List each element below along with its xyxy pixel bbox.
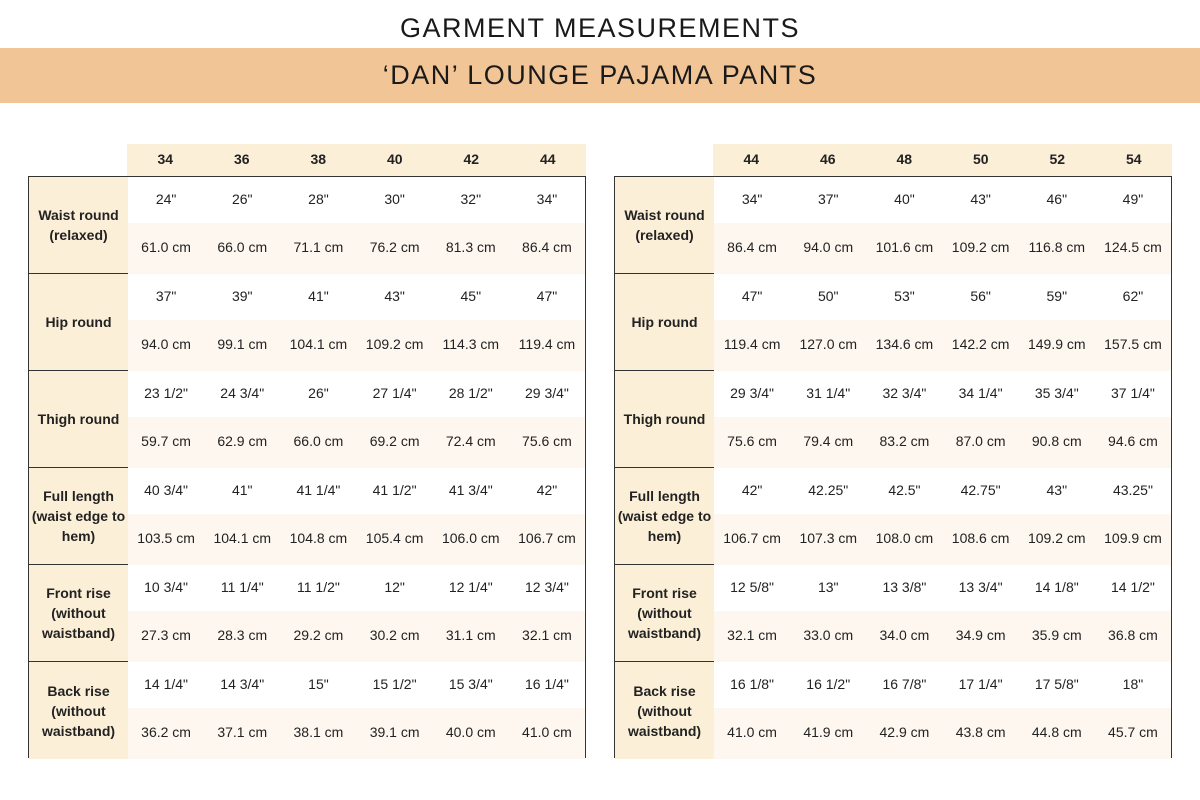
cm-value-cell: 59.7 cm (141, 433, 191, 449)
cm-value-cell: 119.4 cm (518, 336, 576, 352)
inch-value-cell: 13" (817, 579, 839, 595)
inch-value-cell: 49" (1122, 191, 1144, 207)
inch-value-cell: 26" (231, 191, 253, 207)
inch-value-cell: 50" (817, 288, 839, 304)
inch-values-row (128, 565, 585, 611)
cm-value-cell: 35.9 cm (1031, 627, 1082, 643)
cm-value-cell: 43.8 cm (955, 724, 1006, 740)
cm-value-cell: 42.9 cm (879, 724, 930, 740)
cm-value-cell: 103.5 cm (137, 530, 195, 546)
cm-value-cell: 79.4 cm (803, 433, 854, 449)
inch-value-cell: 12" (384, 579, 405, 595)
inch-value-cell: 15" (308, 676, 329, 692)
measurement-label: Full length (waist edge to hem) (29, 468, 128, 564)
inch-value-cell: 28 1/2" (448, 385, 493, 401)
cm-value-cell: 29.2 cm (293, 627, 344, 643)
inch-value-cell: 29 3/4" (524, 385, 569, 401)
inch-value-cell: 17 5/8" (1034, 676, 1079, 692)
cm-values-row (714, 417, 1171, 468)
cm-value-cell: 69.2 cm (369, 433, 420, 449)
cm-value-cell: 134.6 cm (875, 336, 934, 352)
measurement-label: Thigh round (29, 371, 128, 467)
measurement-row (615, 177, 1171, 274)
measurement-label: Front rise (without waistband) (615, 565, 714, 661)
cm-value-cell: 101.6 cm (875, 239, 934, 255)
cm-values-row (128, 417, 585, 468)
cm-value-cell: 109.2 cm (1027, 530, 1086, 546)
inch-values-row (714, 565, 1171, 611)
inch-value-cell: 39" (231, 288, 253, 304)
measurement-row (29, 468, 585, 565)
inch-values-row (714, 371, 1171, 417)
inch-value-cell: 41 1/4" (296, 482, 341, 498)
cm-value-cell: 71.1 cm (293, 239, 344, 255)
cm-value-cell: 40.0 cm (445, 724, 496, 740)
inch-value-cell: 12 3/4" (524, 579, 569, 595)
cm-value-cell: 108.0 cm (875, 530, 934, 546)
size-header-cell: 54 (1125, 151, 1142, 167)
cm-value-cell: 90.8 cm (1031, 433, 1082, 449)
cm-value-cell: 81.3 cm (445, 239, 496, 255)
cm-value-cell: 86.4 cm (522, 239, 572, 255)
inch-value-cell: 18" (1122, 676, 1144, 692)
cm-value-cell: 44.8 cm (1031, 724, 1082, 740)
inch-values-row (714, 177, 1171, 223)
cm-value-cell: 127.0 cm (799, 336, 858, 352)
cm-value-cell: 104.8 cm (289, 530, 348, 546)
page-title: GARMENT MEASUREMENTS (399, 13, 801, 43)
cm-value-cell: 105.4 cm (365, 530, 424, 546)
inch-values-row (128, 177, 585, 223)
cm-value-cell: 45.7 cm (1108, 724, 1158, 740)
inch-value-cell: 59" (1046, 288, 1068, 304)
inch-value-cell: 47" (741, 288, 763, 304)
measurement-row (29, 662, 585, 759)
size-header-cell: 50 (972, 151, 989, 167)
inch-value-cell: 30" (384, 191, 405, 207)
cm-values-row (128, 708, 585, 759)
measurement-row (615, 662, 1171, 759)
inch-value-cell: 15 3/4" (448, 676, 493, 692)
inch-value-cell: 16 7/8" (882, 676, 927, 692)
measurement-label: Back rise (without waistband) (615, 662, 714, 759)
cm-value-cell: 99.1 cm (217, 336, 268, 352)
measurement-row (29, 274, 585, 371)
measurement-label: Waist round (relaxed) (615, 177, 714, 273)
cm-values-row (128, 223, 585, 274)
measurement-label: Hip round (29, 274, 128, 370)
cm-value-cell: 109.2 cm (951, 239, 1010, 255)
cm-value-cell: 36.2 cm (141, 724, 191, 740)
inch-value-cell: 24 3/4" (220, 385, 265, 401)
size-header-cell: 40 (386, 151, 403, 167)
cm-value-cell: 61.0 cm (141, 239, 191, 255)
inch-value-cell: 14 1/2" (1110, 579, 1155, 595)
inch-value-cell: 42" (741, 482, 763, 498)
cm-value-cell: 27.3 cm (141, 627, 191, 643)
inch-value-cell: 37" (155, 288, 177, 304)
cm-value-cell: 104.1 cm (289, 336, 348, 352)
cm-value-cell: 94.0 cm (141, 336, 191, 352)
cm-values-row (128, 514, 585, 565)
inch-value-cell: 28" (308, 191, 329, 207)
inch-value-cell: 14 3/4" (220, 676, 265, 692)
cm-value-cell: 104.1 cm (213, 530, 272, 546)
inch-value-cell: 24" (155, 191, 177, 207)
inch-value-cell: 12 5/8" (730, 579, 775, 595)
cm-value-cell: 109.9 cm (1104, 530, 1162, 546)
measurement-label: Thigh round (615, 371, 714, 467)
cm-value-cell: 41.9 cm (803, 724, 854, 740)
inch-value-cell: 32" (460, 191, 482, 207)
cm-value-cell: 32.1 cm (727, 627, 777, 643)
cm-value-cell: 142.2 cm (951, 336, 1010, 352)
inch-value-cell: 41 3/4" (448, 482, 493, 498)
measurement-label: Waist round (relaxed) (29, 177, 128, 273)
size-header-cell: 46 (819, 151, 836, 167)
cm-value-cell: 41.0 cm (727, 724, 777, 740)
measurement-row (615, 371, 1171, 468)
inch-value-cell: 34" (741, 191, 763, 207)
inch-value-cell: 41" (231, 482, 253, 498)
cm-values-row (714, 514, 1171, 565)
cm-value-cell: 37.1 cm (217, 724, 268, 740)
cm-value-cell: 66.0 cm (293, 433, 344, 449)
cm-value-cell: 34.9 cm (955, 627, 1006, 643)
measurement-label: Full length (waist edge to hem) (615, 468, 714, 564)
cm-value-cell: 94.6 cm (1108, 433, 1158, 449)
cm-value-cell: 41.0 cm (522, 724, 572, 740)
cm-values-row (128, 611, 585, 662)
inch-values-row (714, 468, 1171, 514)
cm-value-cell: 33.0 cm (803, 627, 854, 643)
inch-value-cell: 40" (894, 191, 915, 207)
measurement-row (29, 565, 585, 662)
cm-values-row (714, 611, 1171, 662)
cm-value-cell: 39.1 cm (369, 724, 420, 740)
cm-values-row (714, 223, 1171, 274)
inch-value-cell: 37 1/4" (1110, 385, 1155, 401)
cm-value-cell: 157.5 cm (1104, 336, 1162, 352)
cm-value-cell: 114.3 cm (442, 336, 500, 352)
inch-value-cell: 16 1/4" (524, 676, 569, 692)
cm-value-cell: 94.0 cm (803, 239, 854, 255)
inch-value-cell: 45" (460, 288, 482, 304)
size-header-row (127, 144, 586, 176)
inch-value-cell: 23 1/2" (144, 385, 189, 401)
inch-value-cell: 31 1/4" (806, 385, 851, 401)
cm-values-row (128, 320, 585, 371)
cm-value-cell: 116.8 cm (1028, 239, 1086, 255)
cm-value-cell: 106.7 cm (723, 530, 781, 546)
inch-value-cell: 42.5" (888, 482, 921, 498)
inch-values-row (714, 274, 1171, 320)
size-header-cell: 38 (310, 151, 327, 167)
inch-value-cell: 62" (1122, 288, 1144, 304)
inch-value-cell: 41 1/2" (372, 482, 417, 498)
cm-value-cell: 108.6 cm (951, 530, 1010, 546)
inch-value-cell: 11 1/4" (220, 579, 264, 595)
inch-value-cell: 16 1/2" (806, 676, 851, 692)
cm-value-cell: 75.6 cm (727, 433, 777, 449)
inch-value-cell: 14 1/4" (144, 676, 189, 692)
measurement-grid (614, 176, 1172, 758)
inch-value-cell: 42" (536, 482, 558, 498)
inch-value-cell: 35 3/4" (1034, 385, 1079, 401)
size-header-cell: 48 (896, 151, 913, 167)
measurement-row (29, 371, 585, 468)
inch-value-cell: 27 1/4" (372, 385, 417, 401)
measurement-label: Front rise (without waistband) (29, 565, 128, 661)
inch-value-cell: 17 1/4" (958, 676, 1003, 692)
size-header-cell: 52 (1049, 151, 1066, 167)
measurement-grid (28, 176, 586, 758)
inch-value-cell: 46" (1046, 191, 1068, 207)
measurement-label: Back rise (without waistband) (29, 662, 128, 759)
inch-value-cell: 37" (817, 191, 839, 207)
inch-value-cell: 34" (536, 191, 558, 207)
cm-value-cell: 86.4 cm (727, 239, 777, 255)
cm-value-cell: 106.7 cm (518, 530, 576, 546)
inch-values-row (128, 371, 585, 417)
inch-value-cell: 56" (970, 288, 991, 304)
size-header-cell: 34 (157, 151, 174, 167)
cm-values-row (714, 320, 1171, 371)
inch-value-cell: 14 1/8" (1034, 579, 1079, 595)
inch-value-cell: 16 1/8" (730, 676, 775, 692)
cm-value-cell: 109.2 cm (365, 336, 424, 352)
inch-value-cell: 43.25" (1112, 482, 1153, 498)
cm-values-row (714, 708, 1171, 759)
cm-value-cell: 30.2 cm (369, 627, 420, 643)
cm-value-cell: 31.1 cm (445, 627, 496, 643)
inch-value-cell: 10 3/4" (144, 579, 189, 595)
inch-value-cell: 42.75" (960, 482, 1001, 498)
cm-value-cell: 36.8 cm (1108, 627, 1158, 643)
cm-value-cell: 38.1 cm (293, 724, 344, 740)
inch-value-cell: 43" (1046, 482, 1068, 498)
inch-value-cell: 15 1/2" (372, 676, 417, 692)
size-header-cell: 36 (233, 151, 250, 167)
cm-value-cell: 62.9 cm (217, 433, 268, 449)
inch-value-cell: 40 3/4" (144, 482, 189, 498)
inch-value-cell: 29 3/4" (730, 385, 775, 401)
inch-values-row (128, 274, 585, 320)
cm-value-cell: 124.5 cm (1104, 239, 1162, 255)
cm-value-cell: 32.1 cm (522, 627, 572, 643)
inch-value-cell: 13 3/8" (882, 579, 927, 595)
inch-value-cell: 53" (894, 288, 915, 304)
inch-value-cell: 41" (308, 288, 329, 304)
product-name-banner: ‘DAN’ LOUNGE PAJAMA PANTS (0, 48, 1200, 103)
cm-value-cell: 66.0 cm (217, 239, 268, 255)
size-header-cell: 42 (463, 151, 480, 167)
measurement-row (615, 274, 1171, 371)
inch-values-row (714, 662, 1171, 708)
inch-values-row (128, 468, 585, 514)
size-header-cell: 44 (743, 151, 760, 167)
cm-value-cell: 87.0 cm (955, 433, 1006, 449)
inch-value-cell: 26" (308, 385, 329, 401)
cm-value-cell: 106.0 cm (441, 530, 500, 546)
inch-values-row (128, 662, 585, 708)
cm-value-cell: 34.0 cm (879, 627, 930, 643)
measurement-label: Hip round (615, 274, 714, 370)
cm-value-cell: 28.3 cm (217, 627, 268, 643)
inch-value-cell: 12 1/4" (448, 579, 493, 595)
inch-value-cell: 11 1/2" (297, 579, 340, 595)
cm-value-cell: 72.4 cm (445, 433, 496, 449)
measurement-row (29, 177, 585, 274)
cm-value-cell: 75.6 cm (522, 433, 572, 449)
inch-value-cell: 43" (970, 191, 991, 207)
inch-value-cell: 32 3/4" (882, 385, 927, 401)
cm-value-cell: 83.2 cm (879, 433, 930, 449)
cm-value-cell: 149.9 cm (1027, 336, 1086, 352)
cm-value-cell: 76.2 cm (369, 239, 420, 255)
size-header-cell: 44 (539, 151, 556, 167)
cm-value-cell: 107.3 cm (799, 530, 858, 546)
cm-value-cell: 119.4 cm (723, 336, 781, 352)
inch-value-cell: 43" (384, 288, 405, 304)
measurement-row (615, 468, 1171, 565)
inch-value-cell: 34 1/4" (958, 385, 1003, 401)
inch-value-cell: 13 3/4" (958, 579, 1003, 595)
inch-value-cell: 42.25" (808, 482, 849, 498)
measurement-row (615, 565, 1171, 662)
inch-value-cell: 47" (536, 288, 558, 304)
size-header-row (713, 144, 1172, 176)
